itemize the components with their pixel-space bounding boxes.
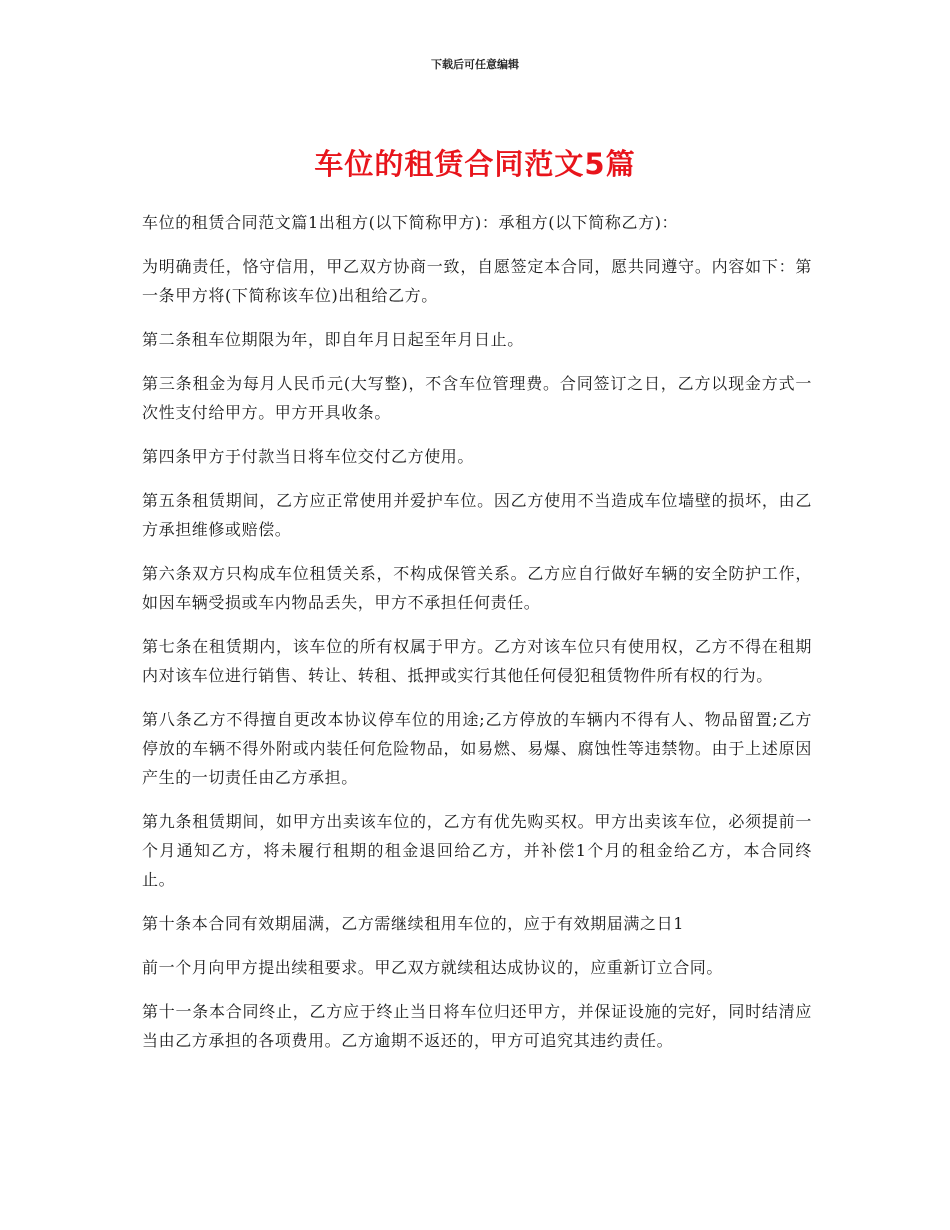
document-title: 车位的租赁合同范文5篇 [314,147,636,181]
paragraph: 第四条甲方于付款当日将车位交付乙方使用。 [142,447,475,466]
paragraph: 第八条乙方不得擅自更改本协议停车位的用途;乙方停放的车辆内不得有人、物品留置;乙方停放的车辆不得外附或内装任何危险物品，如易燃、易爆、腐蚀性等违禁物。由于上述原因产生的一切责任由乙方承担。 [142,710,812,787]
paragraph: 为明确责任，恪守信用，甲乙双方协商一致，自愿签定本合同，愿共同遵守。内容如下：第一条甲方将(下简称该车位)出租给乙方。 [142,257,812,305]
paragraph: 第七条在租赁期内，该车位的所有权属于甲方。乙方对该车位只有使用权，乙方不得在租期内对该车位进行销售、转让、转租、抵押或实行其他任何侵犯租赁物件所有权的行为。 [142,637,812,685]
paragraph: 第六条双方只构成车位租赁关系，不构成保管关系。乙方应自行做好车辆的安全防护工作，如因车辆受损或车内物品丢失，甲方不承担任何责任。 [142,564,812,612]
paragraph: 第三条租金为每月人民币元(大写整)，不含车位管理费。合同签订之日，乙方以现金方式一次性支付给甲方。甲方开具收条。 [142,374,812,422]
page-header-note: 下载后可任意编辑 [431,58,519,71]
paragraph: 第二条租车位期限为年，即自年月日起至年月日止。 [142,330,524,349]
paragraph: 第十一条本合同终止，乙方应于终止当日将车位归还甲方，并保证设施的完好，同时结清应当由乙方承担的各项费用。乙方逾期不返还的，甲方可追究其违约责任。 [142,1002,812,1050]
paragraph: 第九条租赁期间，如甲方出卖该车位的，乙方有优先购买权。甲方出卖该车位，必须提前一个月通知乙方，将未履行租期的租金退回给乙方，并补偿1个月的租金给乙方，本合同终止。 [142,812,812,889]
paragraph: 车位的租赁合同范文篇1出租方(以下简称甲方)：承租方(以下简称乙方)： [142,213,679,232]
paragraph: 前一个月向甲方提出续租要求。甲乙双方就续租达成协议的，应重新订立合同。 [142,958,724,977]
paragraph: 第十条本合同有效期届满，乙方需继续租用车位的，应于有效期届满之日1 [142,914,684,933]
document-body [142,208,812,1070]
paragraph: 第五条租赁期间，乙方应正常使用并爱护车位。因乙方使用不当造成车位墙壁的损坏，由乙方承担维修或赔偿。 [142,491,812,539]
